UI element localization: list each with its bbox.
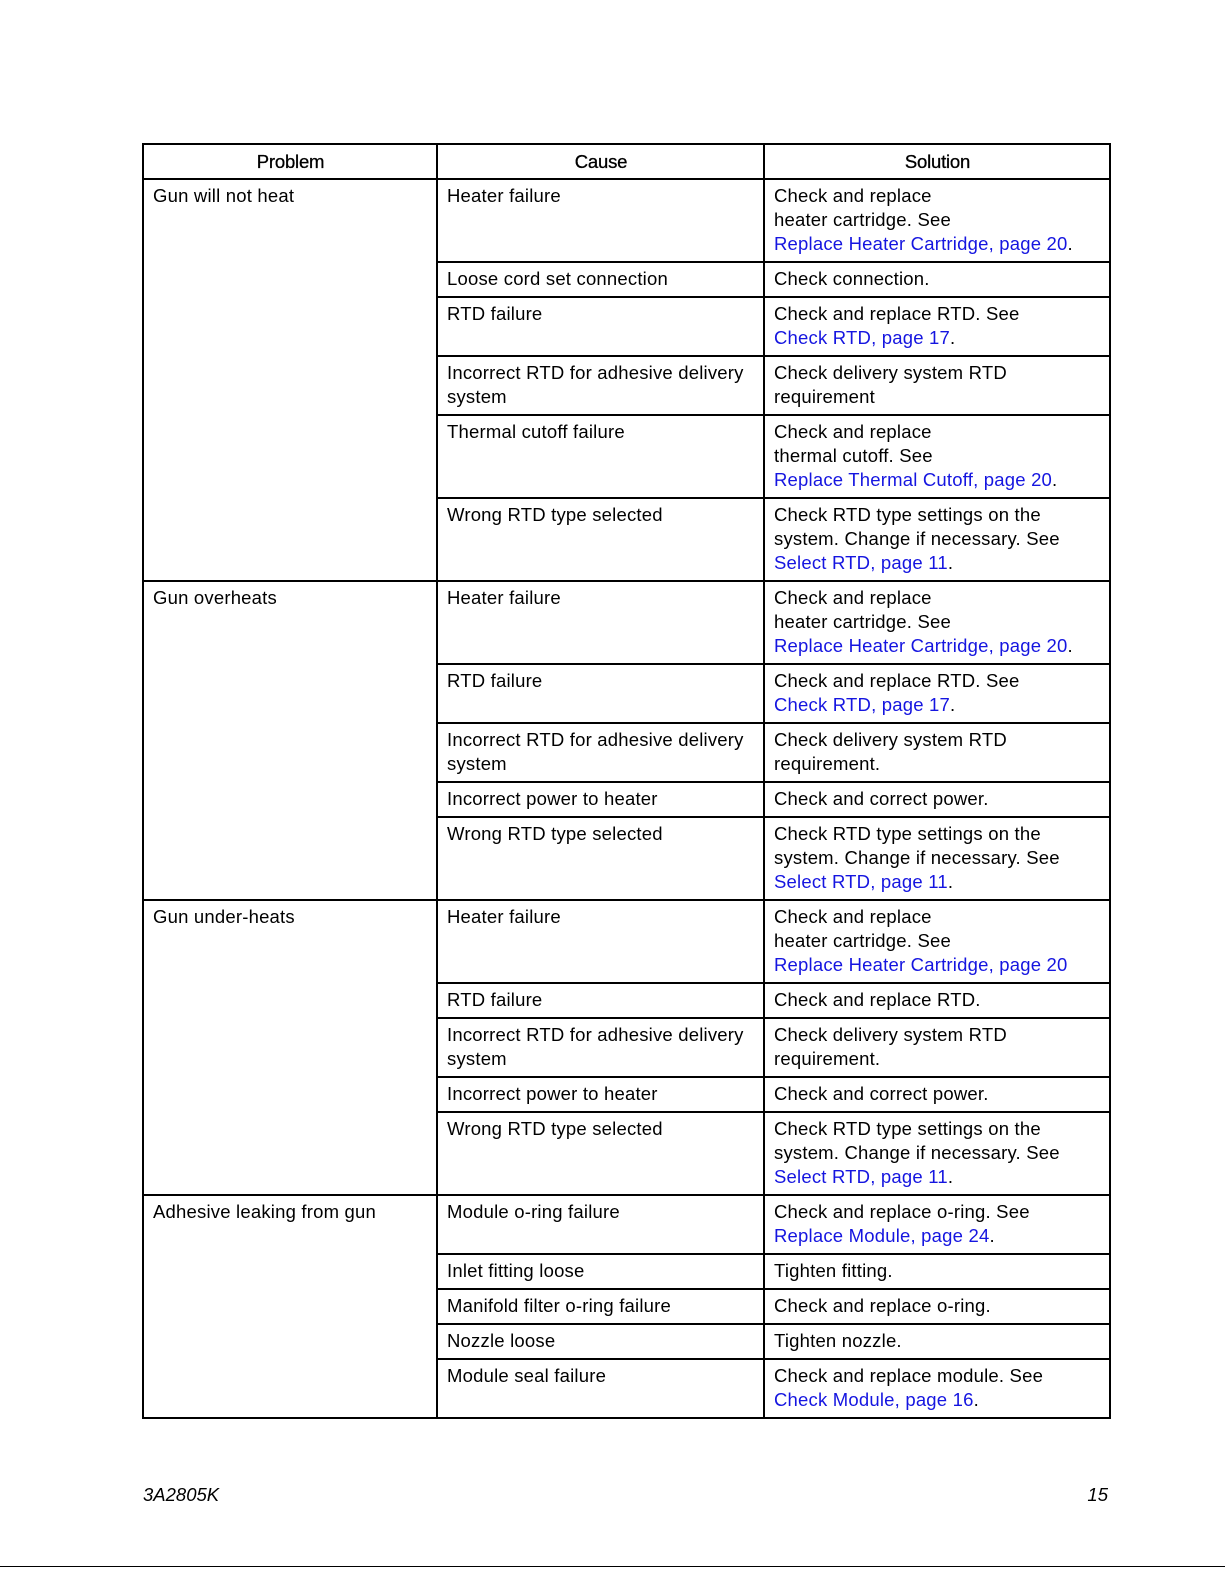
solution-text: heater cartridge. See bbox=[774, 611, 951, 632]
solution-cell bbox=[764, 415, 1110, 498]
table-row bbox=[143, 900, 1110, 983]
cause-cell: RTD failure bbox=[437, 297, 764, 356]
punctuation: . bbox=[947, 871, 954, 892]
cause-cell: Wrong RTD type selected bbox=[437, 1112, 764, 1195]
punctuation: . bbox=[1067, 233, 1073, 254]
solution-reference-line bbox=[774, 1165, 1101, 1189]
solution-cell bbox=[764, 1359, 1110, 1418]
solution-text: thermal cutoff. See bbox=[774, 445, 933, 466]
solution-cell bbox=[764, 817, 1110, 900]
solution-text: Check delivery system RTD bbox=[774, 1024, 1007, 1045]
solution-reference-line bbox=[774, 232, 1101, 256]
page-reference-link[interactable]: Replace Thermal Cutoff, page 20 bbox=[774, 469, 1053, 490]
solution-cell bbox=[764, 498, 1110, 581]
punctuation: . bbox=[973, 1389, 979, 1410]
solution-text: Check RTD type settings on the bbox=[774, 823, 1041, 844]
page-reference-link[interactable]: Check Module, page 16 bbox=[774, 1389, 974, 1410]
solution-text: system. Change if necessary. See bbox=[774, 847, 1060, 868]
solution-cell bbox=[764, 723, 1110, 782]
header-solution: Solution bbox=[764, 144, 1110, 179]
cause-cell: Wrong RTD type selected bbox=[437, 817, 764, 900]
cause-cell: Incorrect RTD for adhesive delivery system bbox=[437, 723, 764, 782]
solution-text: Check RTD type settings on the bbox=[774, 1118, 1041, 1139]
solution-text: Check delivery system RTD bbox=[774, 729, 1007, 750]
cause-cell: Inlet fitting loose bbox=[437, 1254, 764, 1289]
cause-cell: Loose cord set connection bbox=[437, 262, 764, 297]
solution-cell bbox=[764, 179, 1110, 262]
solution-reference-line bbox=[774, 634, 1101, 658]
solution-text: Check and replace bbox=[774, 185, 932, 206]
cause-cell: Incorrect RTD for adhesive delivery system bbox=[437, 1018, 764, 1077]
page-reference-link[interactable]: Replace Heater Cartridge, page 20 bbox=[774, 954, 1068, 975]
solution-cell bbox=[764, 1324, 1110, 1359]
solution-text: Check connection. bbox=[774, 268, 930, 289]
cause-cell: Manifold filter o-ring failure bbox=[437, 1289, 764, 1324]
solution-cell bbox=[764, 1112, 1110, 1195]
solution-text: heater cartridge. See bbox=[774, 930, 951, 951]
solution-text: Check and replace o-ring. bbox=[774, 1295, 991, 1316]
solution-cell bbox=[764, 1254, 1110, 1289]
solution-text: heater cartridge. See bbox=[774, 209, 951, 230]
solution-reference-line bbox=[774, 1388, 1101, 1412]
table-body bbox=[143, 179, 1110, 1418]
document-number: 3A2805K bbox=[143, 1484, 220, 1505]
problem-cell: Adhesive leaking from gun bbox=[143, 1195, 437, 1418]
solution-text: Check and correct power. bbox=[774, 1083, 989, 1104]
cause-cell: Module o-ring failure bbox=[437, 1195, 764, 1254]
solution-reference-line bbox=[774, 693, 1101, 717]
problem-cell: Gun overheats bbox=[143, 581, 437, 900]
solution-text: Check RTD type settings on the bbox=[774, 504, 1041, 525]
table-row bbox=[143, 581, 1110, 664]
solution-cell bbox=[764, 1289, 1110, 1324]
punctuation: . bbox=[1067, 635, 1073, 656]
cause-cell: Heater failure bbox=[437, 179, 764, 262]
solution-text: Check and correct power. bbox=[774, 788, 989, 809]
page-bottom-rule bbox=[0, 1566, 1225, 1567]
cause-cell: RTD failure bbox=[437, 983, 764, 1018]
solution-text: requirement. bbox=[774, 1048, 881, 1069]
solution-text: Check and replace module. See bbox=[774, 1365, 1044, 1386]
solution-text: Check and replace bbox=[774, 587, 932, 608]
cause-cell: Module seal failure bbox=[437, 1359, 764, 1418]
solution-text: system. Change if necessary. See bbox=[774, 528, 1060, 549]
punctuation: . bbox=[947, 1166, 954, 1187]
solution-cell bbox=[764, 983, 1110, 1018]
page-reference-link[interactable]: Select RTD, page 11 bbox=[774, 552, 948, 573]
solution-cell bbox=[764, 1077, 1110, 1112]
punctuation: . bbox=[947, 552, 954, 573]
solution-text: Check and replace bbox=[774, 421, 932, 442]
header-problem: Problem bbox=[143, 144, 437, 179]
page-reference-link[interactable]: Check RTD, page 17 bbox=[774, 694, 951, 715]
cause-cell: Incorrect RTD for adhesive delivery system bbox=[437, 356, 764, 415]
solution-reference-line bbox=[774, 326, 1101, 350]
cause-cell: Incorrect power to heater bbox=[437, 782, 764, 817]
punctuation: . bbox=[950, 694, 956, 715]
cause-cell: Heater failure bbox=[437, 900, 764, 983]
cause-cell: Wrong RTD type selected bbox=[437, 498, 764, 581]
solution-text: requirement bbox=[774, 386, 875, 407]
solution-reference-line bbox=[774, 468, 1101, 492]
solution-reference-line bbox=[774, 953, 1101, 977]
solution-cell bbox=[764, 664, 1110, 723]
cause-cell: Nozzle loose bbox=[437, 1324, 764, 1359]
solution-text: Check and replace RTD. See bbox=[774, 670, 1020, 691]
solution-text: Tighten fitting. bbox=[774, 1260, 893, 1281]
problem-cell: Gun under-heats bbox=[143, 900, 437, 1195]
solution-cell bbox=[764, 581, 1110, 664]
solution-text: system. Change if necessary. See bbox=[774, 1142, 1060, 1163]
cause-cell: Heater failure bbox=[437, 581, 764, 664]
solution-text: Check delivery system RTD bbox=[774, 362, 1007, 383]
page-number: 15 bbox=[1087, 1484, 1108, 1505]
solution-text: requirement. bbox=[774, 753, 881, 774]
header-cause: Cause bbox=[437, 144, 764, 179]
cause-cell: Incorrect power to heater bbox=[437, 1077, 764, 1112]
table-row bbox=[143, 179, 1110, 262]
cause-cell: Thermal cutoff failure bbox=[437, 415, 764, 498]
punctuation: . bbox=[950, 327, 956, 348]
solution-cell bbox=[764, 1018, 1110, 1077]
punctuation: . bbox=[989, 1225, 995, 1246]
page-reference-link[interactable]: Replace Module, page 24 bbox=[774, 1225, 990, 1246]
solution-text: Check and replace o-ring. See bbox=[774, 1201, 1030, 1222]
solution-cell bbox=[764, 262, 1110, 297]
solution-text: Tighten nozzle. bbox=[774, 1330, 902, 1351]
solution-cell bbox=[764, 356, 1110, 415]
punctuation: . bbox=[1052, 469, 1058, 490]
page-reference-link[interactable]: Select RTD, page 11 bbox=[774, 871, 948, 892]
solution-cell bbox=[764, 1195, 1110, 1254]
solution-cell bbox=[764, 782, 1110, 817]
troubleshooting-table bbox=[142, 143, 1111, 1419]
page-reference-link[interactable]: Replace Heater Cartridge, page 20 bbox=[774, 635, 1068, 656]
page-reference-link[interactable]: Check RTD, page 17 bbox=[774, 327, 951, 348]
table-header-row bbox=[143, 144, 1110, 179]
problem-cell: Gun will not heat bbox=[143, 179, 437, 581]
solution-cell bbox=[764, 900, 1110, 983]
solution-reference-line bbox=[774, 870, 1101, 894]
solution-text: Check and replace bbox=[774, 906, 932, 927]
table-row bbox=[143, 1195, 1110, 1254]
page-reference-link[interactable]: Select RTD, page 11 bbox=[774, 1166, 948, 1187]
solution-cell bbox=[764, 297, 1110, 356]
page-reference-link[interactable]: Replace Heater Cartridge, page 20 bbox=[774, 233, 1068, 254]
cause-cell: RTD failure bbox=[437, 664, 764, 723]
solution-reference-line bbox=[774, 1224, 1101, 1248]
solution-text: Check and replace RTD. See bbox=[774, 303, 1020, 324]
solution-text: Check and replace RTD. bbox=[774, 989, 981, 1010]
solution-reference-line bbox=[774, 551, 1101, 575]
